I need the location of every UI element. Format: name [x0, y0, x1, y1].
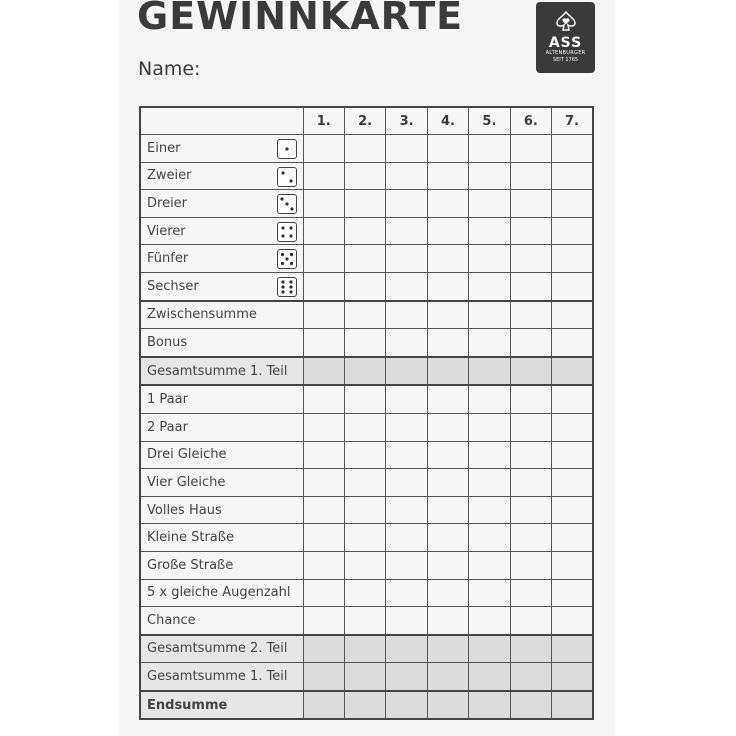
score-row	[140, 635, 593, 663]
score-cell[interactable]	[386, 135, 427, 163]
row-label	[140, 635, 303, 663]
score-cell[interactable]	[386, 357, 427, 386]
logo-sub-text: ALTENBURGER	[545, 50, 586, 56]
name-label: Name:	[138, 58, 201, 80]
score-cell[interactable]	[386, 301, 427, 329]
row-label-text: 5 x gleiche Augenzahl	[147, 585, 291, 601]
row-label	[140, 579, 303, 607]
score-cell[interactable]	[510, 496, 551, 524]
score-cell[interactable]	[427, 579, 468, 607]
row-label-text: 1 Paar	[147, 392, 188, 408]
row-label	[140, 272, 303, 300]
row-label	[140, 607, 303, 635]
score-cell[interactable]	[427, 441, 468, 469]
score-cell[interactable]	[469, 245, 510, 273]
die-four-icon	[277, 222, 297, 242]
score-cell[interactable]	[303, 217, 344, 245]
score-cell[interactable]	[469, 329, 510, 357]
score-cell[interactable]	[344, 301, 385, 329]
score-cell[interactable]	[303, 357, 344, 386]
brand-logo	[536, 2, 595, 73]
score-cell[interactable]	[510, 217, 551, 245]
score-cell[interactable]	[552, 135, 593, 163]
score-cell[interactable]	[303, 329, 344, 357]
score-row	[140, 551, 593, 579]
score-cell[interactable]	[427, 162, 468, 190]
score-cell[interactable]	[469, 162, 510, 190]
score-cell[interactable]	[344, 524, 385, 552]
score-cell[interactable]	[510, 551, 551, 579]
row-label-text: 2 Paar	[147, 419, 188, 435]
row-label-text: Volles Haus	[147, 502, 222, 518]
row-label-text: Bonus	[147, 334, 188, 350]
score-row	[140, 245, 593, 273]
score-cell[interactable]	[386, 272, 427, 300]
header-row	[140, 107, 593, 135]
score-cell[interactable]	[469, 496, 510, 524]
score-cell[interactable]	[510, 441, 551, 469]
score-cell[interactable]	[427, 635, 468, 663]
score-cell[interactable]	[427, 301, 468, 329]
score-cell[interactable]	[386, 217, 427, 245]
row-label	[140, 329, 303, 357]
score-cell[interactable]	[303, 385, 344, 413]
die-one-icon	[277, 139, 297, 159]
score-cell[interactable]	[427, 413, 468, 441]
score-cell[interactable]	[303, 413, 344, 441]
row-label-text: Einer	[147, 140, 181, 156]
column-header: 6.	[510, 107, 551, 135]
score-cell[interactable]	[386, 663, 427, 691]
score-cell[interactable]	[344, 441, 385, 469]
score-cell[interactable]	[552, 691, 593, 720]
score-cell[interactable]	[386, 413, 427, 441]
score-cell[interactable]	[344, 413, 385, 441]
score-cell[interactable]	[344, 162, 385, 190]
score-cell[interactable]	[427, 272, 468, 300]
score-cell[interactable]	[427, 217, 468, 245]
score-cell[interactable]	[303, 663, 344, 691]
score-cell[interactable]	[344, 272, 385, 300]
score-row	[140, 413, 593, 441]
score-cell[interactable]	[552, 496, 593, 524]
score-cell[interactable]	[469, 272, 510, 300]
score-row	[140, 524, 593, 552]
score-cell[interactable]	[510, 663, 551, 691]
score-row	[140, 607, 593, 635]
row-label-text: Dreier	[147, 195, 188, 211]
score-cell[interactable]	[552, 385, 593, 413]
row-label	[140, 301, 303, 329]
score-cell[interactable]	[427, 190, 468, 218]
score-cell[interactable]	[386, 691, 427, 720]
die-five-icon	[277, 249, 297, 269]
score-cell[interactable]	[552, 607, 593, 635]
score-cell[interactable]	[386, 190, 427, 218]
score-cell[interactable]	[510, 357, 551, 386]
score-cell[interactable]	[469, 691, 510, 720]
row-label-text: Vier Gleiche	[147, 474, 226, 490]
score-cell[interactable]	[344, 357, 385, 386]
row-label	[140, 524, 303, 552]
score-cell[interactable]	[386, 385, 427, 413]
score-cell[interactable]	[552, 272, 593, 300]
score-cell[interactable]	[510, 691, 551, 720]
score-cell[interactable]	[510, 301, 551, 329]
score-cell[interactable]	[552, 579, 593, 607]
score-cell[interactable]	[510, 579, 551, 607]
score-cell[interactable]	[303, 635, 344, 663]
row-label-text: Gesamtsumme 1. Teil	[147, 669, 288, 685]
score-cell[interactable]	[427, 663, 468, 691]
score-row	[140, 272, 593, 300]
column-header: 1.	[303, 107, 344, 135]
header-corner	[140, 107, 303, 135]
score-cell[interactable]	[303, 551, 344, 579]
score-cell[interactable]	[469, 663, 510, 691]
score-cell[interactable]	[427, 245, 468, 273]
score-cell[interactable]	[469, 524, 510, 552]
score-cell[interactable]	[552, 551, 593, 579]
score-cell[interactable]	[303, 441, 344, 469]
score-cell[interactable]	[303, 162, 344, 190]
score-cell[interactable]	[427, 329, 468, 357]
row-label-text: Endsumme	[147, 697, 228, 713]
row-label	[140, 441, 303, 469]
score-cell[interactable]	[303, 245, 344, 273]
score-cell[interactable]	[303, 524, 344, 552]
row-label	[140, 135, 303, 163]
score-row	[140, 663, 593, 691]
score-cell[interactable]	[303, 496, 344, 524]
score-cell[interactable]	[469, 413, 510, 441]
score-cell[interactable]	[510, 469, 551, 497]
score-cell[interactable]	[469, 635, 510, 663]
score-cell[interactable]	[386, 551, 427, 579]
scorecard-sheet	[120, 0, 614, 736]
score-cell[interactable]	[386, 607, 427, 635]
row-label	[140, 190, 303, 218]
score-cell[interactable]	[303, 691, 344, 720]
column-header: 7.	[552, 107, 593, 135]
score-cell[interactable]	[303, 272, 344, 300]
row-label	[140, 217, 303, 245]
score-cell[interactable]	[427, 385, 468, 413]
score-cell[interactable]	[552, 190, 593, 218]
score-row	[140, 469, 593, 497]
row-label-text: Chance	[147, 612, 196, 628]
score-cell[interactable]	[469, 441, 510, 469]
score-cell[interactable]	[427, 496, 468, 524]
row-label-text: Gesamtsumme 2. Teil	[147, 641, 288, 657]
score-cell[interactable]	[469, 579, 510, 607]
score-row	[140, 441, 593, 469]
score-cell[interactable]	[344, 329, 385, 357]
score-cell[interactable]	[344, 469, 385, 497]
column-header: 4.	[427, 107, 468, 135]
score-row	[140, 162, 593, 190]
score-cell[interactable]	[344, 607, 385, 635]
score-cell[interactable]	[386, 635, 427, 663]
score-cell[interactable]	[552, 357, 593, 386]
score-row	[140, 691, 593, 720]
score-cell[interactable]	[427, 135, 468, 163]
score-cell[interactable]	[552, 217, 593, 245]
score-cell[interactable]	[427, 691, 468, 720]
score-cell[interactable]	[344, 245, 385, 273]
row-label	[140, 496, 303, 524]
score-cell[interactable]	[303, 607, 344, 635]
score-row	[140, 301, 593, 329]
card-title: GEWINNKARTE	[137, 0, 464, 38]
score-cell[interactable]	[510, 272, 551, 300]
spade-heart-emblem-icon	[553, 10, 579, 32]
die-six-icon	[277, 277, 297, 297]
score-cell[interactable]	[386, 329, 427, 357]
row-label-text: Gesamtsumme 1. Teil	[147, 363, 288, 379]
score-cell[interactable]	[344, 217, 385, 245]
score-cell[interactable]	[344, 663, 385, 691]
score-cell[interactable]	[510, 329, 551, 357]
score-table	[139, 106, 594, 720]
score-row	[140, 357, 593, 386]
row-label-text: Vierer	[147, 223, 186, 239]
score-cell[interactable]	[552, 162, 593, 190]
score-cell[interactable]	[469, 357, 510, 386]
column-header: 5.	[469, 107, 510, 135]
score-cell[interactable]	[510, 607, 551, 635]
score-cell[interactable]	[552, 329, 593, 357]
score-cell[interactable]	[469, 469, 510, 497]
score-cell[interactable]	[552, 245, 593, 273]
row-label	[140, 245, 303, 273]
score-cell[interactable]	[344, 190, 385, 218]
row-label-text: Zwischensumme	[147, 307, 257, 323]
score-cell[interactable]	[386, 579, 427, 607]
score-cell[interactable]	[552, 524, 593, 552]
score-row	[140, 385, 593, 413]
score-cell[interactable]	[469, 607, 510, 635]
score-cell[interactable]	[552, 635, 593, 663]
score-cell[interactable]	[386, 441, 427, 469]
score-cell[interactable]	[344, 551, 385, 579]
row-label-text: Große Straße	[147, 557, 234, 573]
score-cell[interactable]	[510, 413, 551, 441]
score-cell[interactable]	[303, 301, 344, 329]
score-cell[interactable]	[552, 663, 593, 691]
row-label-text: Sechser	[147, 278, 199, 294]
score-cell[interactable]	[552, 469, 593, 497]
score-cell[interactable]	[510, 190, 551, 218]
score-cell[interactable]	[552, 301, 593, 329]
score-row	[140, 579, 593, 607]
column-header: 3.	[386, 107, 427, 135]
score-cell[interactable]	[510, 635, 551, 663]
logo-brand-text: ASS	[548, 35, 583, 51]
score-cell[interactable]	[510, 245, 551, 273]
row-label	[140, 413, 303, 441]
row-label-text: Zweier	[147, 168, 192, 184]
score-row	[140, 217, 593, 245]
score-cell[interactable]	[303, 190, 344, 218]
score-cell[interactable]	[386, 496, 427, 524]
score-cell[interactable]	[427, 551, 468, 579]
row-label	[140, 469, 303, 497]
score-cell[interactable]	[386, 469, 427, 497]
score-cell[interactable]	[510, 524, 551, 552]
score-cell[interactable]	[344, 385, 385, 413]
score-cell[interactable]	[469, 551, 510, 579]
score-cell[interactable]	[344, 691, 385, 720]
row-label	[140, 385, 303, 413]
score-cell[interactable]	[469, 135, 510, 163]
score-cell[interactable]	[303, 469, 344, 497]
row-label-text: Fünfer	[147, 251, 189, 267]
score-row	[140, 190, 593, 218]
score-cell[interactable]	[386, 162, 427, 190]
die-three-icon	[277, 194, 297, 214]
score-cell[interactable]	[344, 635, 385, 663]
row-label	[140, 663, 303, 691]
score-cell[interactable]	[469, 385, 510, 413]
score-cell[interactable]	[386, 524, 427, 552]
column-header: 2.	[344, 107, 385, 135]
score-cell[interactable]	[469, 217, 510, 245]
score-cell[interactable]	[344, 579, 385, 607]
score-cell[interactable]	[427, 469, 468, 497]
score-cell[interactable]	[386, 245, 427, 273]
score-cell[interactable]	[344, 135, 385, 163]
row-label-text: Kleine Straße	[147, 530, 234, 546]
score-cell[interactable]	[510, 385, 551, 413]
row-label	[140, 551, 303, 579]
score-cell[interactable]	[344, 496, 385, 524]
score-row	[140, 329, 593, 357]
logo-since-text: SEIT 1765	[552, 57, 579, 63]
score-cell[interactable]	[303, 579, 344, 607]
score-cell[interactable]	[427, 357, 468, 386]
die-two-icon	[277, 167, 297, 187]
score-cell[interactable]	[510, 162, 551, 190]
row-label	[140, 357, 303, 386]
score-cell[interactable]	[552, 413, 593, 441]
row-label	[140, 162, 303, 190]
score-cell[interactable]	[427, 524, 468, 552]
row-label	[140, 691, 303, 720]
score-row	[140, 135, 593, 163]
score-cell[interactable]	[469, 190, 510, 218]
score-cell[interactable]	[427, 607, 468, 635]
score-cell[interactable]	[510, 135, 551, 163]
score-row	[140, 496, 593, 524]
score-cell[interactable]	[469, 301, 510, 329]
score-cell[interactable]	[552, 441, 593, 469]
row-label-text: Drei Gleiche	[147, 447, 227, 463]
score-cell[interactable]	[303, 135, 344, 163]
